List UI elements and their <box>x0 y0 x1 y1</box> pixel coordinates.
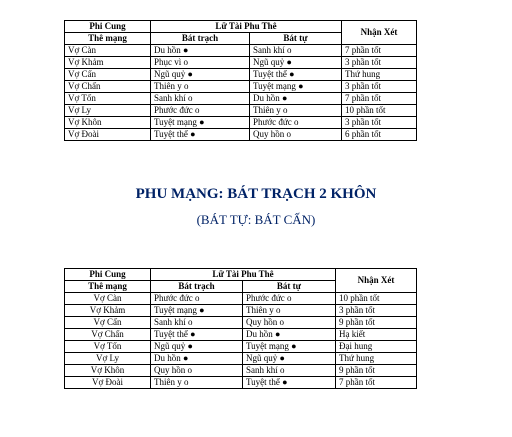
cell-nhan-xet: Thứ hung <box>336 353 417 365</box>
header-phi-cung: Phi Cung <box>65 21 151 33</box>
cell-bat-trach: Quy hồn o <box>151 365 243 377</box>
header-nhan-xet: Nhận Xét <box>342 21 417 45</box>
cell-bat-trach: Tuyệt mạng ● <box>151 305 243 317</box>
cell-bat-tu: Thiên y o <box>243 305 336 317</box>
cell-nhan-xet: 9 phần tốt <box>336 365 417 377</box>
cell-nhan-xet: 3 phần tốt <box>342 57 417 69</box>
cell-bat-tu: Sanh khí o <box>250 45 342 57</box>
table-row <box>65 305 417 317</box>
section-title: PHU MẠNG: BÁT TRẠCH 2 KHÔN <box>135 186 377 202</box>
cell-bat-trach: Sanh khí o <box>151 93 250 105</box>
cell-nhan-xet: 9 phần tốt <box>336 317 417 329</box>
header-bat-tu: Bát tự <box>250 33 342 45</box>
cell-bat-trach: Sanh khí o <box>151 317 243 329</box>
header-nhan-xet: Nhận Xét <box>336 269 417 293</box>
cell-bat-trach: Ngũ quỷ ● <box>151 341 243 353</box>
cell-bat-tu: Tuyệt mạng ● <box>250 81 342 93</box>
cell-nhan-xet: 7 phần tốt <box>336 377 417 389</box>
cell-the-mang: Vợ Khảm <box>65 57 151 69</box>
cell-the-mang: Vợ Tốn <box>65 93 151 105</box>
cell-nhan-xet: 10 phần tốt <box>342 105 417 117</box>
cell-the-mang: Vợ Càn <box>65 45 151 57</box>
section-subtitle: (BÁT TỰ: BÁT CẤN) <box>196 212 316 227</box>
cell-the-mang: Vợ Cấn <box>65 69 151 81</box>
cell-bat-tu: Ngũ quỷ ● <box>243 353 336 365</box>
cell-the-mang: Vợ Khôn <box>65 117 151 129</box>
cell-bat-tu: Du hồn ● <box>243 329 336 341</box>
cell-nhan-xet: 3 phần tốt <box>336 305 417 317</box>
cell-the-mang: Vợ Chấn <box>65 81 151 93</box>
cell-nhan-xet: Thứ hung <box>342 69 417 81</box>
cell-bat-trach: Tuyệt thể ● <box>151 329 243 341</box>
table-row <box>65 353 417 365</box>
cell-bat-trach: Thiên y o <box>151 377 243 389</box>
compatibility-table-2 <box>64 268 417 389</box>
header-phi-cung: Phi Cung <box>65 269 151 281</box>
table-row <box>65 329 417 341</box>
cell-bat-trach: Thiên y o <box>151 81 250 93</box>
cell-nhan-xet: 10 phần tốt <box>336 293 417 305</box>
cell-bat-trach: Ngũ quỷ ● <box>151 69 250 81</box>
cell-nhan-xet: 3 phần tốt <box>342 81 417 93</box>
cell-nhan-xet: Hạ kiết <box>336 329 417 341</box>
header-bat-tu: Bát tự <box>243 281 336 293</box>
cell-the-mang: Vợ Đoài <box>65 129 151 141</box>
cell-bat-tu: Tuyệt thể ● <box>243 377 336 389</box>
cell-bat-tu: Quy hồn o <box>243 317 336 329</box>
table-row <box>65 81 417 93</box>
header-lu-tai-phu-the: Lữ Tài Phu Thê <box>151 21 342 33</box>
table-row <box>65 57 417 69</box>
cell-the-mang: Vợ Khảm <box>65 305 151 317</box>
table-row <box>65 129 417 141</box>
cell-bat-tu: Thiên y o <box>250 105 342 117</box>
table-row <box>65 45 417 57</box>
cell-bat-tu: Ngũ quỷ ● <box>250 57 342 69</box>
table-row <box>65 93 417 105</box>
cell-bat-trach: Phước đức o <box>151 105 250 117</box>
header-bat-trach: Bát trạch <box>151 281 243 293</box>
cell-the-mang: Vợ Chấn <box>65 329 151 341</box>
cell-nhan-xet: Đại hung <box>336 341 417 353</box>
cell-nhan-xet: 7 phần tốt <box>342 45 417 57</box>
cell-bat-tu: Tuyệt mạng ● <box>243 341 336 353</box>
cell-bat-trach: Du hồn ● <box>151 353 243 365</box>
cell-bat-trach: Tuyệt mạng ● <box>151 117 250 129</box>
cell-the-mang: Vợ Khôn <box>65 365 151 377</box>
cell-bat-tu: Sanh khí o <box>243 365 336 377</box>
cell-the-mang: Vợ Đoài <box>65 377 151 389</box>
compatibility-table-1 <box>64 20 417 141</box>
cell-the-mang: Vợ Càn <box>65 293 151 305</box>
cell-nhan-xet: 7 phần tốt <box>342 93 417 105</box>
header-lu-tai-phu-the: Lữ Tài Phu Thê <box>151 269 336 281</box>
header-bat-trach: Bát trạch <box>151 33 250 45</box>
table-row <box>65 105 417 117</box>
cell-bat-trach: Phước đức o <box>151 293 243 305</box>
cell-bat-trach: Du hồn ● <box>151 45 250 57</box>
cell-nhan-xet: 6 phần tốt <box>342 129 417 141</box>
cell-nhan-xet: 3 phần tốt <box>342 117 417 129</box>
table-row <box>65 377 417 389</box>
table-header-row <box>65 269 417 281</box>
table-header-row <box>65 21 417 33</box>
cell-the-mang: Vợ Ly <box>65 105 151 117</box>
cell-bat-trach: Phục vì o <box>151 57 250 69</box>
cell-bat-tu: Quy hồn o <box>250 129 342 141</box>
table-row <box>65 293 417 305</box>
cell-bat-tu: Phước đức o <box>250 117 342 129</box>
cell-bat-tu: Phước đức o <box>243 293 336 305</box>
table-row <box>65 317 417 329</box>
cell-the-mang: Vợ Tốn <box>65 341 151 353</box>
cell-the-mang: Vợ Cấn <box>65 317 151 329</box>
table-row <box>65 341 417 353</box>
table-row <box>65 69 417 81</box>
cell-the-mang: Vợ Ly <box>65 353 151 365</box>
header-the-mang: Thê mạng <box>65 33 151 45</box>
cell-bat-tu: Tuyệt thể ● <box>250 69 342 81</box>
table-row <box>65 117 417 129</box>
header-the-mang: Thê mạng <box>65 281 151 293</box>
cell-bat-tu: Du hồn ● <box>250 93 342 105</box>
table-row <box>65 365 417 377</box>
cell-bat-trach: Tuyệt thể ● <box>151 129 250 141</box>
